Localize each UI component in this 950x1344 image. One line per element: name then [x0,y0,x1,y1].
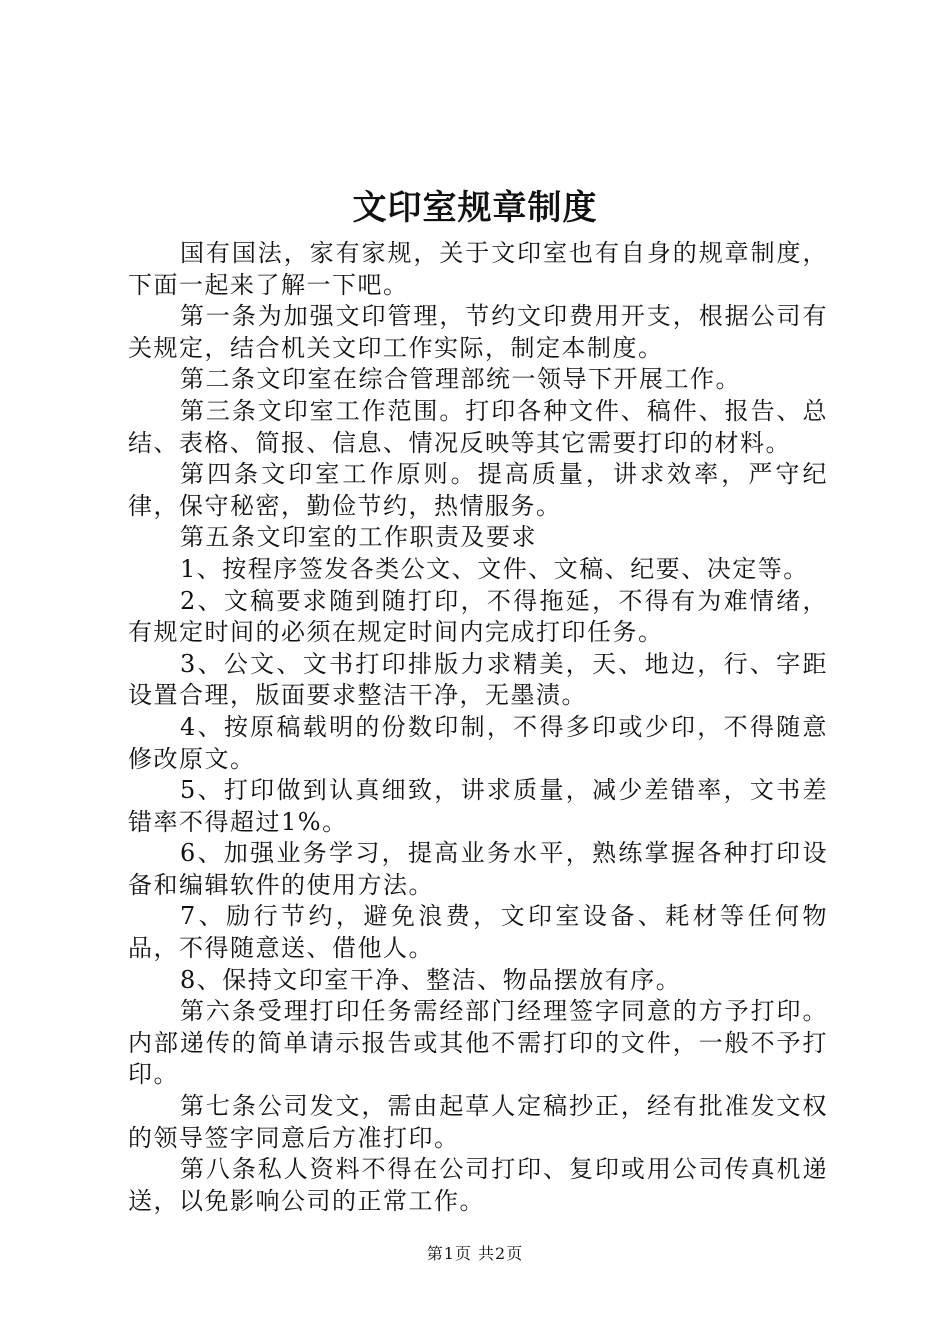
paragraph: 8、保持文印室干净、整洁、物品摆放有序。 [180,965,682,994]
paragraph: 6、加强业务学习，提高业务水平，熟练掌握各种打印设备和编辑软件的使用方法。 [128,839,828,899]
paragraph: 2、文稿要求随到随打印，不得拖延，不得有为难情绪，有规定时间的必须在规定时间内完成打印任务。 [128,586,828,647]
paragraph: 1、按程序签发各类公文、文件、文稿、纪要、决定等。 [180,554,809,583]
paragraph: 第二条文印室在综合管理部统一领导下开展工作。 [180,365,741,394]
paragraph: 第六条受理打印任务需经部门经理签字同意的方予打印。内部递传的简单请示报告或其他不需打印的文件，一般不予打印。 [128,997,828,1089]
document-body [128,238,828,1217]
document-title: 文印室规章制度 [352,188,598,228]
paragraph: 第五条文印室的工作职责及要求 [180,523,537,552]
paragraph: 第三条文印室工作范围。打印各种文件、稿件、报告、总结、表格、简报、信息、情况反映等其它需要打印的材料。 [128,396,828,457]
paragraph: 第一条为加强文印管理，节约文印费用开支，根据公司有关规定，结合机关文印工作实际，制定本制度。 [128,302,828,362]
paragraph: 第七条公司发文，需由起草人定稿抄正，经有批准发文权的领导签字同意后方准打印。 [128,1092,828,1152]
paragraph: 第四条文印室工作原则。提高质量，讲求效率，严守纪律，保守秘密，勤俭节约，热情服务。 [128,460,828,520]
paragraph: 3、公文、文书打印排版力求精美，天、地边，行、字距设置合理，版面要求整洁干净，无墨渍。 [128,649,828,710]
paragraph: 4、按原稿载明的份数印制，不得多印或少印，不得随意修改原文。 [128,712,828,773]
paragraph: 第八条私人资料不得在公司打印、复印或用公司传真机递送，以免影响公司的正常工作。 [128,1155,828,1215]
paragraph: 5、打印做到认真细致，讲求质量，减少差错率，文书差错率不得超过1%。 [128,776,828,836]
paragraph: 国有国法，家有家规，关于文印室也有自身的规章制度，下面一起来了解一下吧。 [128,239,828,299]
page-indicator: 第1页 共2页 [426,1244,524,1263]
paragraph: 7、励行节约，避免浪费，文印室设备、耗材等任何物品，不得随意送、借他人。 [128,902,828,963]
